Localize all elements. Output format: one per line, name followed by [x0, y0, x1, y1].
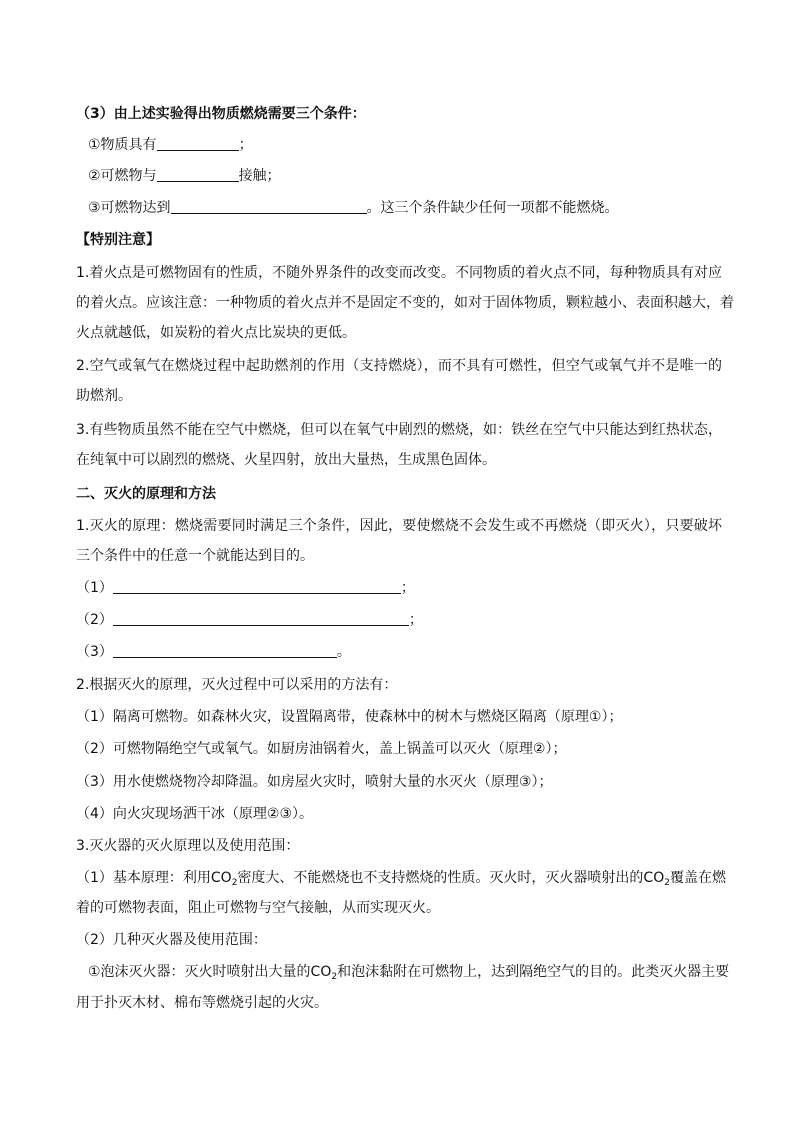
answer-blank[interactable]	[157, 166, 239, 182]
extinguisher-intro: 3.灭火器的灭火原理以及使用范围：	[76, 838, 300, 854]
condition-3: ③可燃物达到 。这三个条件缺少任何一项都不能燃烧。	[88, 200, 619, 216]
answer-blank[interactable]	[113, 610, 409, 626]
answer-blank[interactable]	[113, 578, 401, 594]
note-2-line-2: 助燃剂。	[76, 388, 132, 404]
note-1-line-3: 火点就越低，如炭粉的着火点比炭块的更低。	[76, 325, 356, 341]
note-1-line-2: 的着火点。应该注意：一种物质的着火点并不是固定不变的，如对于固体物质，颗粒越小、表面积越大，着	[76, 295, 734, 311]
foam-extinguisher-line-2: 用于扑灭木材、棉布等燃烧引起的火灾。	[76, 995, 328, 1011]
extinguisher-types: （2）几种灭火器及使用范围：	[76, 932, 267, 948]
note-1-line-1: 1.着火点是可燃物固有的性质，不随外界条件的改变而改变。不同物质的着火点不同，每种物质具有对应	[76, 265, 722, 281]
foam-extinguisher-line-1: ①泡沫灭火器：灭火时喷射出大量的$CO_2$和泡沫黏附在可燃物上，达到隔绝空气的目的。此类灭火器主要	[88, 964, 730, 982]
method-4: （4）向火灾现场洒干冰（原理②③）。	[76, 806, 314, 822]
principle-blank-3: （3） 。	[76, 644, 351, 660]
answer-blank[interactable]	[171, 198, 367, 214]
extinguisher-principle-line-1: （1）基本原理：利用$CO_2$密度大、不能燃烧也不支持燃烧的性质。灭火时，灭火器喷射出的$CO_2$覆盖在燃	[76, 870, 726, 888]
method-2: （2）可燃物隔绝空气或氧气。如厨房油锅着火，盖上锅盖可以灭火（原理②）；	[76, 741, 567, 757]
answer-blank[interactable]	[157, 135, 239, 151]
part2-heading: 二、灭火的原理和方法	[76, 486, 216, 502]
methods-intro: 2.根据灭火的原理，灭火过程中可以采用的方法有：	[76, 677, 398, 693]
note-2-line-1: 2.空气或氧气在燃烧过程中起助燃剂的作用（支持燃烧），而不具有可燃性，但空气或氧气并不是唯一的	[76, 358, 722, 374]
condition-2: ②可燃物与 接触；	[88, 168, 281, 184]
principle-blank-2: （2） ；	[76, 612, 423, 628]
method-1: （1）隔离可燃物。如森林火灾，设置隔离带，使森林中的树木与燃烧区隔离（原理①）；	[76, 709, 623, 725]
note-3-line-2: 在纯氧中可以剧烈的燃烧、火星四射，放出大量热，生成黑色固体。	[76, 452, 496, 468]
method-3: （3）用水使燃烧物冷却降温。如房屋火灾时，喷射大量的水灭火（原理③）；	[76, 774, 553, 790]
note-3-line-1: 3.有些物质虽然不能在空气中燃烧，但可以在氧气中剧烈的燃烧，如：铁丝在空气中只能达到红热状态，	[76, 422, 722, 438]
notes-heading: 【特别注意】	[76, 232, 160, 248]
principle-line-2: 三个条件中的任意一个就能达到目的。	[76, 548, 314, 564]
principle-line-1: 1.灭火的原理：燃烧需要同时满足三个条件，因此，要使燃烧不会发生或不再燃烧（即灭火），只要破坏	[76, 518, 722, 534]
answer-blank[interactable]	[113, 642, 337, 658]
extinguisher-principle-line-2: 着的可燃物表面，阻止可燃物与空气接触，从而实现灭火。	[76, 900, 440, 916]
section3-heading: （3）由上述实验得出物质燃烧需要三个条件：	[76, 106, 366, 122]
condition-1: ①物质具有 ；	[88, 137, 253, 153]
principle-blank-1: （1） ；	[76, 580, 415, 596]
